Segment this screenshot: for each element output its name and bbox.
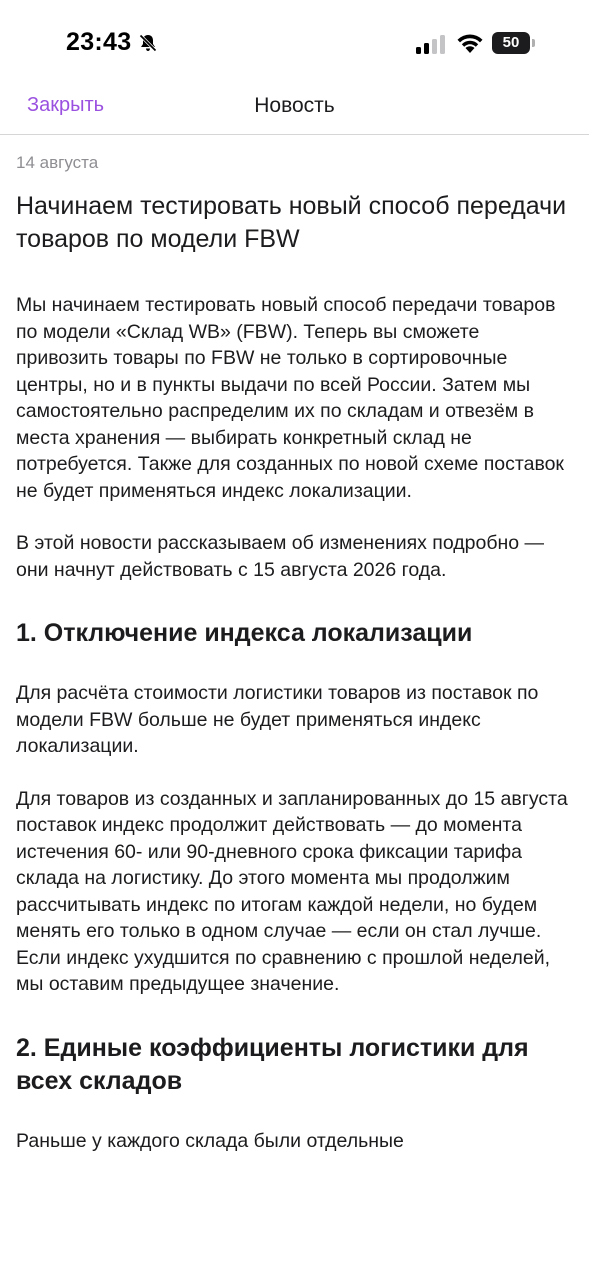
status-time: 23:43: [66, 28, 132, 56]
section-heading: 2. Единые коэффициенты логистики для всех складов: [16, 1033, 529, 1095]
wifi-icon: [455, 32, 485, 54]
article-paragraph: Для товаров из созданных и запланированных до 15 августа поставок индекс продолжит действовать — до момента истечения 60- или 90-дневного срока фиксации тарифа склада на логистику. До этого момента мы продолжим рассчитывать индекс по итогам каждой недели, но будем менять его только в одном случае — если он стал лучше. Если индекс ухудшится по сравнению с прошлой неделей, мы оставим предыдущее значение.: [16, 787, 568, 995]
battery-indicator: [492, 32, 536, 54]
battery-tip: [532, 39, 535, 47]
bell-off-icon: [138, 33, 158, 53]
cellular-signal-icon: [416, 34, 448, 54]
battery-level: 50: [492, 32, 530, 54]
section-heading: 1. Отключение индекса локализации: [16, 619, 473, 647]
article-paragraph: Мы начинаем тестировать новый способ передачи товаров по модели «Склад WB» (FBW). Теперь вы сможете привозить товары по FBW не только в сортировочные центры, но и в пункты выдачи по всей России. Затем мы самостоятельно распределим их по складам и отвезём в места хранения — выбирать конкретный склад не потребуется. Также для созданных по новой схеме поставок не будет применяться индекс локализации.: [16, 294, 564, 502]
nav-bar: [0, 86, 589, 135]
article-paragraph: Для расчёта стоимости логистики товаров из поставок по модели FBW больше не будет применяться индекс локализации.: [16, 682, 539, 757]
article-content[interactable]: [16, 152, 572, 1218]
article-date: 14 августа: [16, 153, 99, 172]
bottom-fade: [0, 1200, 589, 1280]
status-bar: [0, 0, 589, 86]
article-title: Начинаем тестировать новый способ передачи товаров по модели FBW: [16, 192, 567, 253]
page-title: Новость: [254, 94, 335, 117]
close-button[interactable]: Закрыть: [27, 94, 105, 116]
article-paragraph: В этой новости рассказываем об изменениях подробно — они начнут действовать с 15 августа 2026 года.: [16, 532, 545, 581]
article-paragraph: Раньше у каждого склада были отдельные: [16, 1129, 404, 1152]
